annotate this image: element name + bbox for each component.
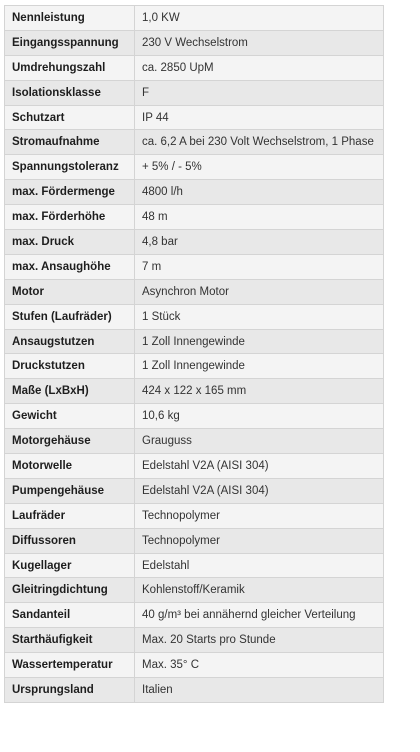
spec-row: [5, 454, 384, 479]
spec-label: Gewicht: [5, 404, 135, 429]
spec-row: [5, 404, 384, 429]
spec-value: + 5% / - 5%: [135, 155, 384, 180]
spec-row: [5, 678, 384, 703]
spec-label: Stufen (Laufräder): [5, 304, 135, 329]
spec-label: Umdrehungszahl: [5, 55, 135, 80]
spec-label: Schutzart: [5, 105, 135, 130]
spec-value: 48 m: [135, 205, 384, 230]
spec-value: 1 Zoll Innengewinde: [135, 354, 384, 379]
spec-table-body: [5, 6, 384, 703]
spec-label: Spannungstoleranz: [5, 155, 135, 180]
spec-row: [5, 354, 384, 379]
spec-label: Motor: [5, 279, 135, 304]
spec-row: [5, 304, 384, 329]
spec-label: Wassertemperatur: [5, 653, 135, 678]
spec-label: Eingangsspannung: [5, 30, 135, 55]
spec-value: Edelstahl V2A (AISI 304): [135, 478, 384, 503]
spec-label: Ursprungsland: [5, 678, 135, 703]
spec-label: Motorwelle: [5, 454, 135, 479]
spec-value: Edelstahl V2A (AISI 304): [135, 454, 384, 479]
spec-value: F: [135, 80, 384, 105]
spec-value: 40 g/m³ bei annähernd gleicher Verteilung: [135, 603, 384, 628]
spec-row: [5, 578, 384, 603]
spec-label: Starthäufigkeit: [5, 628, 135, 653]
spec-row: [5, 180, 384, 205]
spec-value: Technopolymer: [135, 528, 384, 553]
spec-label: Diffussoren: [5, 528, 135, 553]
spec-label: max. Ansaughöhe: [5, 254, 135, 279]
spec-value: Edelstahl: [135, 553, 384, 578]
spec-value: Grauguss: [135, 429, 384, 454]
spec-value: 1,0 KW: [135, 6, 384, 31]
spec-label: Pumpengehäuse: [5, 478, 135, 503]
spec-row: [5, 230, 384, 255]
spec-value: ca. 2850 UpM: [135, 55, 384, 80]
spec-row: [5, 553, 384, 578]
spec-row: [5, 379, 384, 404]
spec-value: 1 Stück: [135, 304, 384, 329]
spec-value: Kohlenstoff/Keramik: [135, 578, 384, 603]
spec-row: [5, 80, 384, 105]
spec-value: Technopolymer: [135, 503, 384, 528]
spec-value: IP 44: [135, 105, 384, 130]
spec-value: 424 x 122 x 165 mm: [135, 379, 384, 404]
spec-row: [5, 130, 384, 155]
spec-row: [5, 30, 384, 55]
spec-label: Druckstutzen: [5, 354, 135, 379]
spec-label: Ansaugstutzen: [5, 329, 135, 354]
spec-value: 4,8 bar: [135, 230, 384, 255]
spec-value: ca. 6,2 A bei 230 Volt Wechselstrom, 1 Phase: [135, 130, 384, 155]
spec-row: [5, 628, 384, 653]
spec-value: Max. 20 Starts pro Stunde: [135, 628, 384, 653]
spec-label: max. Druck: [5, 230, 135, 255]
spec-label: Laufräder: [5, 503, 135, 528]
spec-label: Sandanteil: [5, 603, 135, 628]
spec-value: Italien: [135, 678, 384, 703]
spec-row: [5, 254, 384, 279]
spec-row: [5, 55, 384, 80]
spec-label: Motorgehäuse: [5, 429, 135, 454]
spec-value: 4800 l/h: [135, 180, 384, 205]
spec-row: [5, 279, 384, 304]
spec-row: [5, 205, 384, 230]
spec-label: Isolationsklasse: [5, 80, 135, 105]
spec-label: Stromaufnahme: [5, 130, 135, 155]
spec-value: 10,6 kg: [135, 404, 384, 429]
spec-label: Kugellager: [5, 553, 135, 578]
spec-row: [5, 653, 384, 678]
spec-label: Maße (LxBxH): [5, 379, 135, 404]
spec-row: [5, 429, 384, 454]
spec-row: [5, 155, 384, 180]
spec-row: [5, 478, 384, 503]
spec-label: Gleitringdichtung: [5, 578, 135, 603]
spec-value: 230 V Wechselstrom: [135, 30, 384, 55]
spec-value: Asynchron Motor: [135, 279, 384, 304]
spec-value: Max. 35° C: [135, 653, 384, 678]
spec-value: 7 m: [135, 254, 384, 279]
spec-row: [5, 603, 384, 628]
spec-table: [4, 5, 384, 703]
spec-label: Nennleistung: [5, 6, 135, 31]
spec-value: 1 Zoll Innengewinde: [135, 329, 384, 354]
spec-row: [5, 528, 384, 553]
spec-row: [5, 329, 384, 354]
spec-row: [5, 503, 384, 528]
spec-label: max. Fördermenge: [5, 180, 135, 205]
spec-row: [5, 6, 384, 31]
spec-row: [5, 105, 384, 130]
spec-label: max. Förderhöhe: [5, 205, 135, 230]
